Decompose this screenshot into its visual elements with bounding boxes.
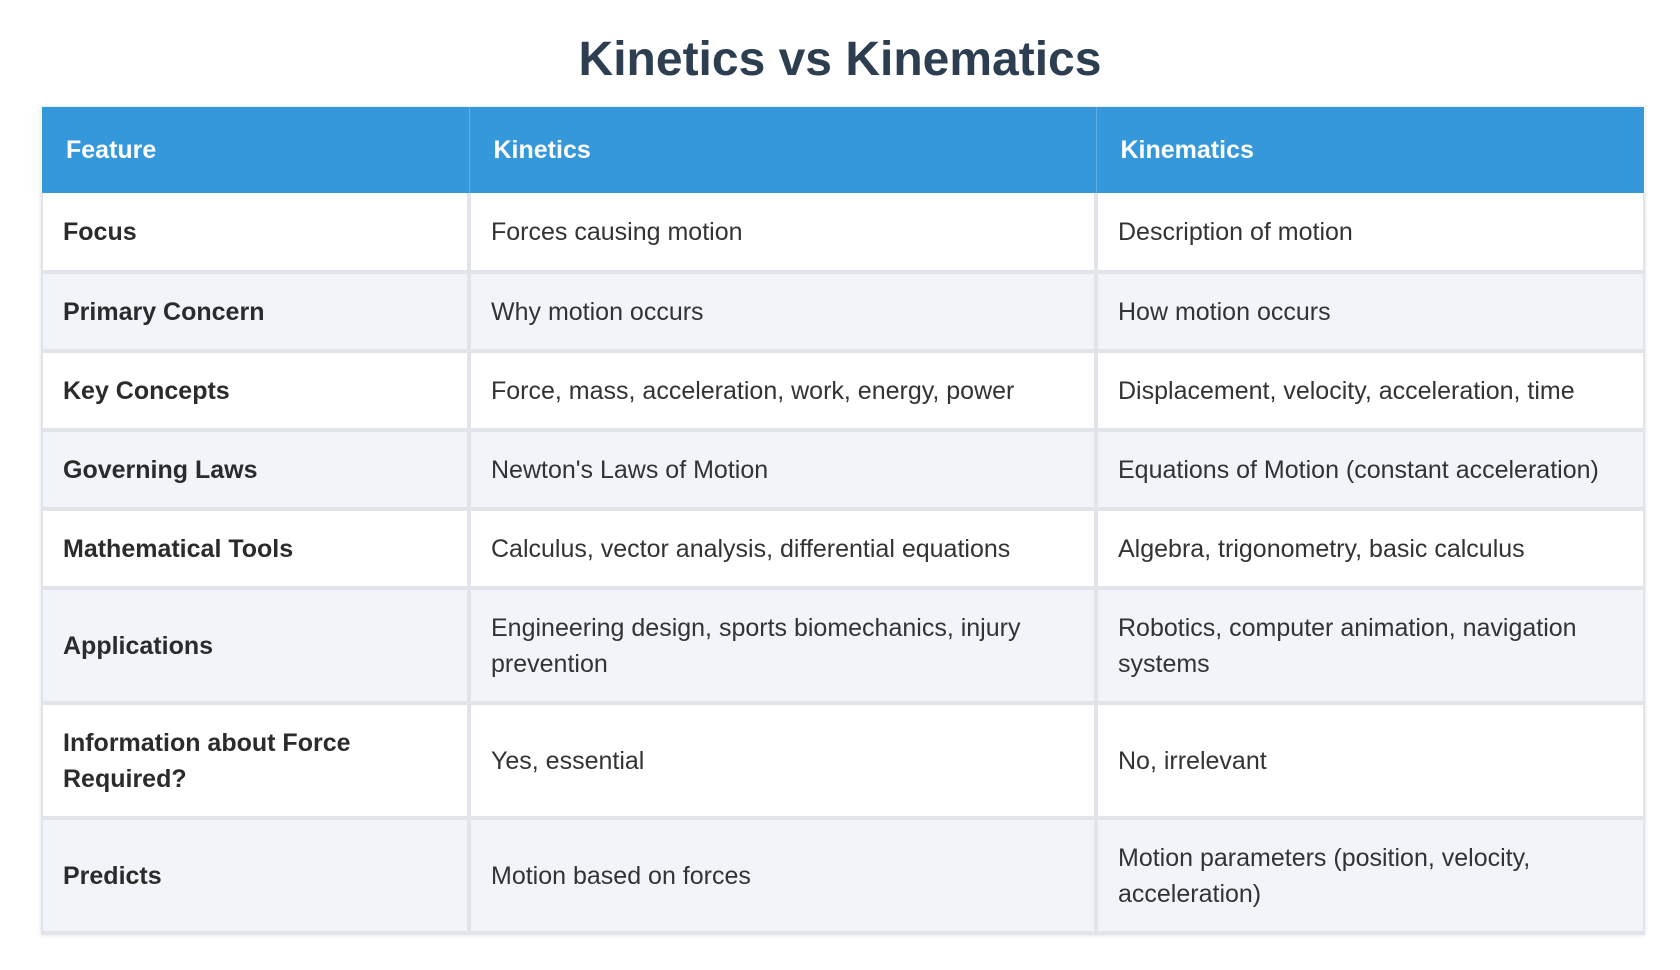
kinematics-cell: How motion occurs bbox=[1096, 272, 1644, 351]
header-kinematics: Kinematics bbox=[1096, 107, 1644, 193]
kinetics-cell: Calculus, vector analysis, differential equations bbox=[469, 509, 1096, 588]
table-row bbox=[42, 588, 1644, 703]
kinematics-cell: Equations of Motion (constant acceleration) bbox=[1096, 430, 1644, 509]
table-row bbox=[42, 351, 1644, 430]
kinematics-cell: Motion parameters (position, velocity, acceleration) bbox=[1096, 818, 1644, 933]
feature-cell: Key Concepts bbox=[42, 351, 469, 430]
feature-cell: Mathematical Tools bbox=[42, 509, 469, 588]
feature-cell: Applications bbox=[42, 588, 469, 703]
table-header bbox=[42, 107, 1644, 193]
comparison-table bbox=[41, 107, 1645, 935]
table-body bbox=[42, 193, 1644, 933]
page-title: Kinetics vs Kinematics bbox=[578, 33, 1102, 86]
kinetics-cell: Newton's Laws of Motion bbox=[469, 430, 1096, 509]
table-row bbox=[42, 430, 1644, 509]
feature-cell: Primary Concern bbox=[42, 272, 469, 351]
feature-cell: Focus bbox=[42, 193, 469, 272]
kinematics-cell: Robotics, computer animation, navigation systems bbox=[1096, 588, 1644, 703]
table-row bbox=[42, 703, 1644, 818]
header-row bbox=[42, 107, 1644, 193]
table-row bbox=[42, 818, 1644, 933]
table-row bbox=[42, 272, 1644, 351]
feature-cell: Information about Force Required? bbox=[42, 703, 469, 818]
table-row bbox=[42, 509, 1644, 588]
feature-cell: Governing Laws bbox=[42, 430, 469, 509]
kinetics-cell: Yes, essential bbox=[469, 703, 1096, 818]
kinetics-cell: Motion based on forces bbox=[469, 818, 1096, 933]
kinetics-cell: Force, mass, acceleration, work, energy, power bbox=[469, 351, 1096, 430]
kinetics-cell: Forces causing motion bbox=[469, 193, 1096, 272]
feature-cell: Predicts bbox=[42, 818, 469, 933]
header-kinetics: Kinetics bbox=[469, 107, 1096, 193]
table-row bbox=[42, 193, 1644, 272]
kinematics-cell: No, irrelevant bbox=[1096, 703, 1644, 818]
kinematics-cell: Description of motion bbox=[1096, 193, 1644, 272]
kinematics-cell: Displacement, velocity, acceleration, time bbox=[1096, 351, 1644, 430]
kinetics-cell: Engineering design, sports biomechanics, injury prevention bbox=[469, 588, 1096, 703]
kinematics-cell: Algebra, trigonometry, basic calculus bbox=[1096, 509, 1644, 588]
kinetics-cell: Why motion occurs bbox=[469, 272, 1096, 351]
header-feature: Feature bbox=[42, 107, 469, 193]
